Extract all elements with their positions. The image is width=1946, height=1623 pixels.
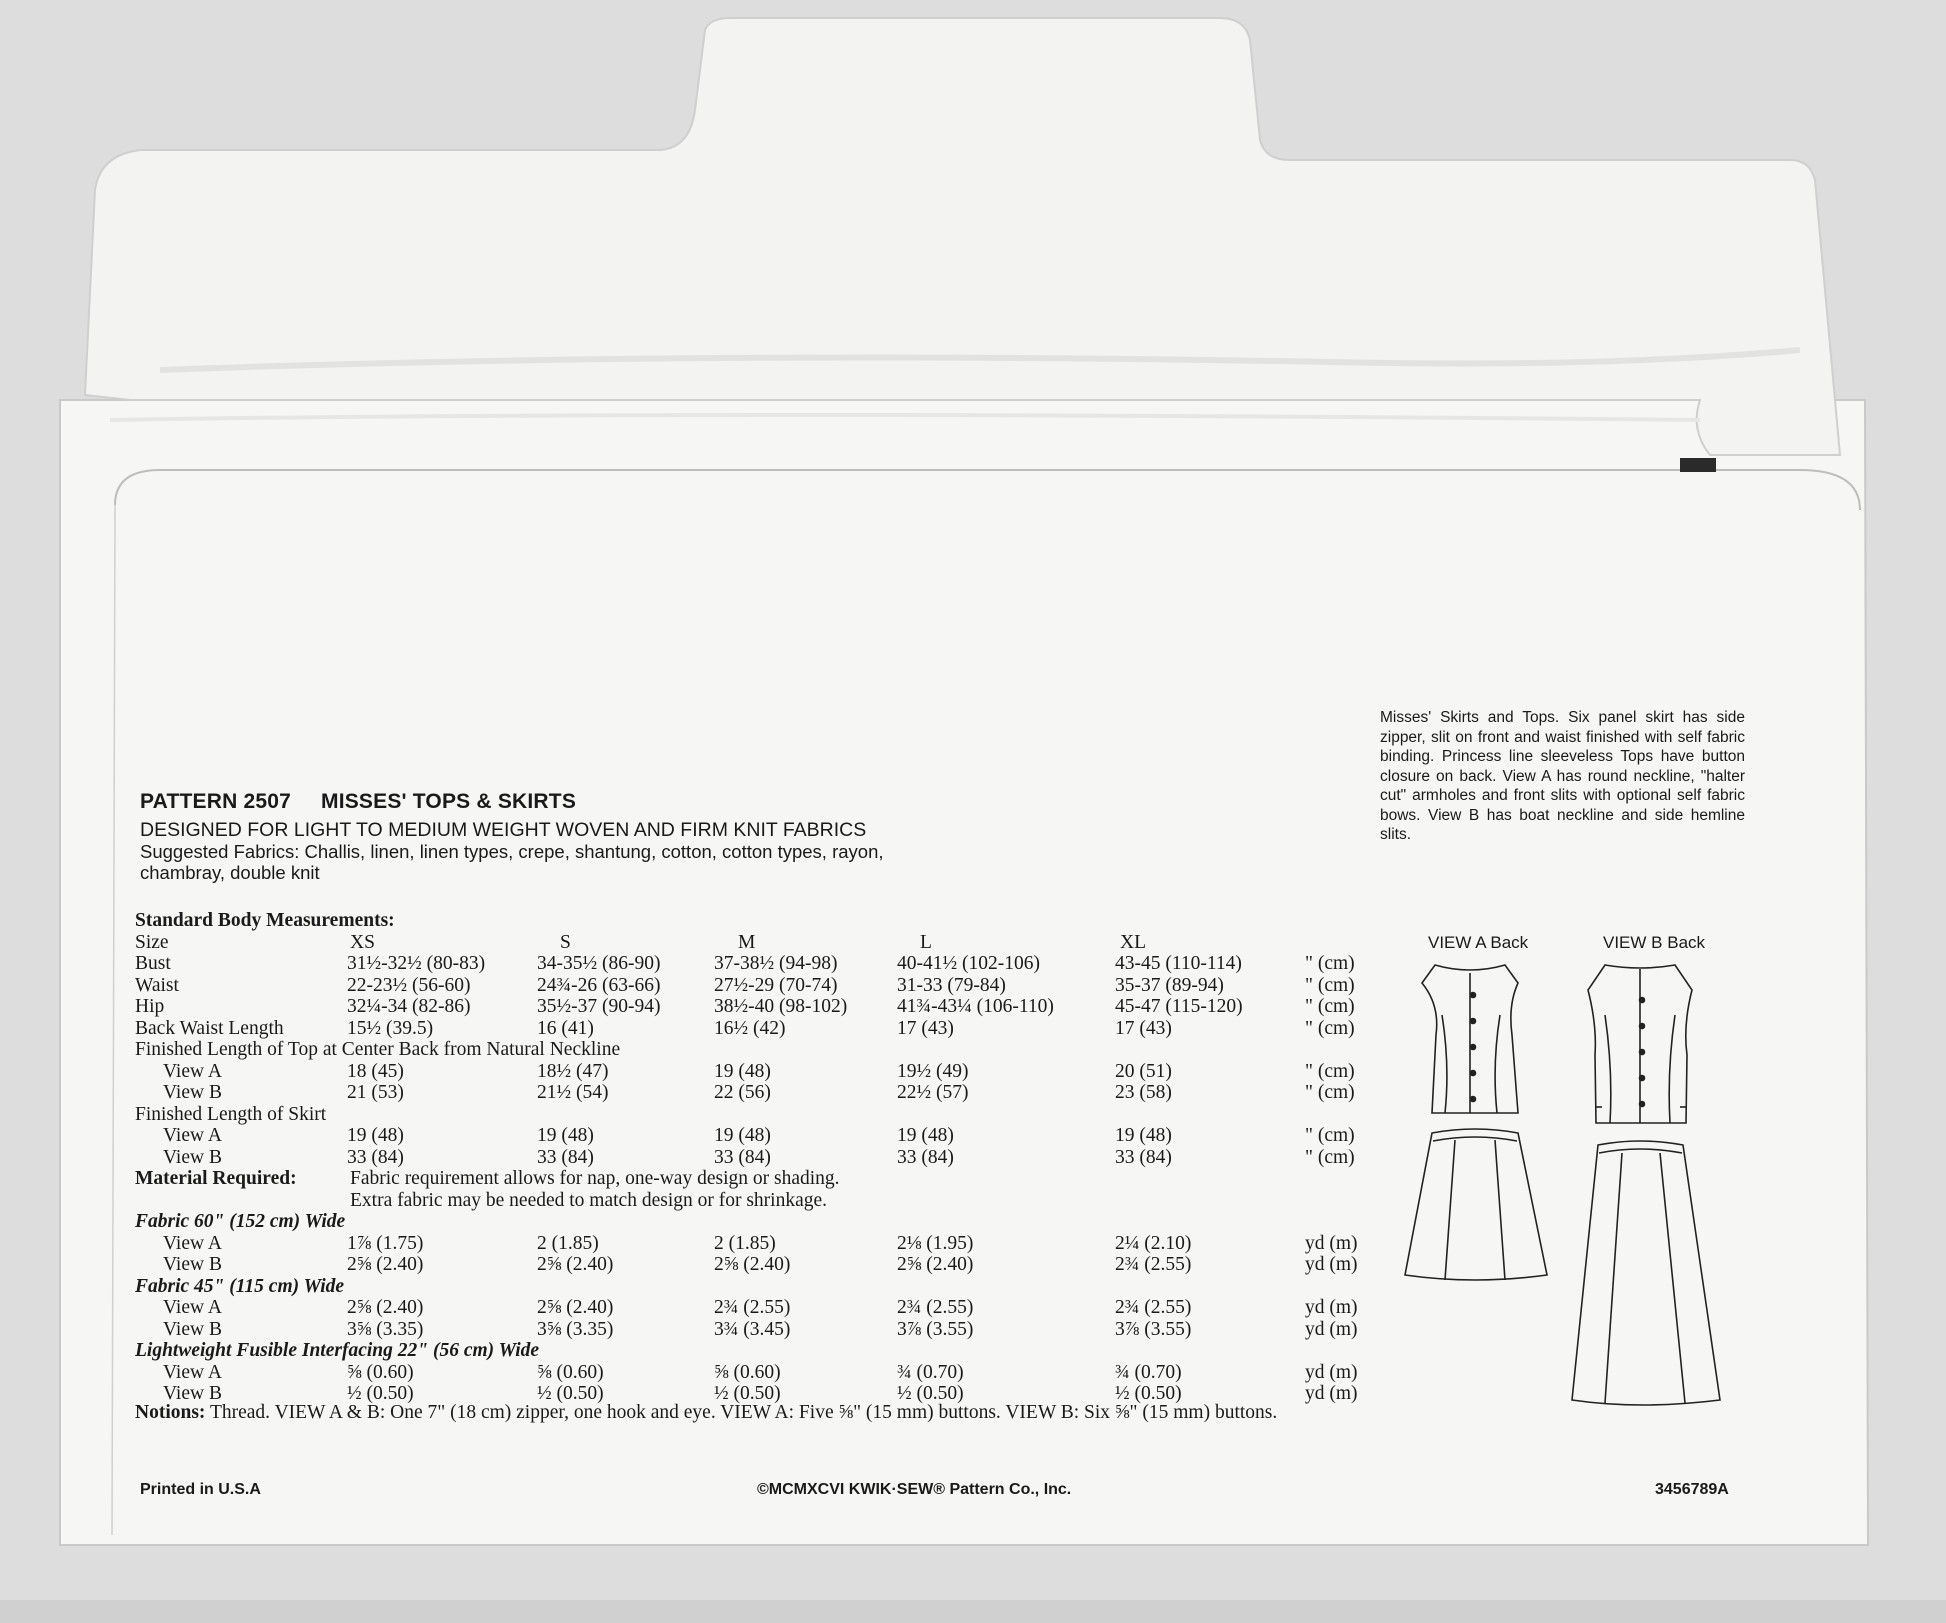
cell: 15½ (39.5) (347, 1017, 434, 1039)
cell: 19 (48) (347, 1125, 404, 1146)
cell: 43-45 (110-114) (1115, 953, 1242, 974)
material-note-2: Extra fabric may be needed to match design or for shrinkage. (350, 1189, 828, 1211)
cell: ⅝ (0.60) (714, 1361, 781, 1383)
row-label: View B (163, 1146, 222, 1168)
cell: 20 (51) (1115, 1060, 1172, 1082)
notions (135, 1402, 1375, 1424)
cell: 22 (56) (714, 1082, 771, 1103)
fabric-45-view-b-row (135, 1319, 1375, 1341)
cell: 19 (48) (897, 1125, 954, 1146)
cell: 33 (84) (1115, 1146, 1172, 1168)
measurement-table (135, 910, 1375, 1405)
size-label: Size (135, 931, 169, 953)
row-label: Back Waist Length (135, 1017, 284, 1039)
cell: 1⅞ (1.75) (347, 1232, 424, 1254)
cell: 21 (53) (347, 1082, 404, 1103)
unit: " (cm) (1305, 1082, 1355, 1103)
cell: 19 (48) (537, 1125, 594, 1146)
cell: 2⅝ (2.40) (537, 1297, 614, 1318)
row-label: Hip (135, 996, 165, 1017)
waist-row (135, 975, 1375, 997)
unit: yd (m) (1305, 1232, 1358, 1254)
interfacing-heading: Lightweight Fusible Interfacing 22" (56 cm) Wide (135, 1340, 540, 1361)
skirt-length-view-b-row (135, 1147, 1375, 1169)
cell: ⅝ (0.60) (537, 1361, 604, 1383)
view-a-skirt-sketch (1405, 1129, 1547, 1280)
cell: 33 (84) (537, 1146, 594, 1168)
cell: 2¾ (2.55) (897, 1297, 974, 1318)
fabric-60-heading: Fabric 60" (152 cm) Wide (135, 1211, 346, 1232)
printed-in: Printed in U.S.A (140, 1481, 261, 1498)
cell: 33 (84) (347, 1146, 404, 1168)
top-length-heading: Finished Length of Top at Center Back from Natural Neckline (135, 1039, 621, 1060)
row-label: View A (163, 1361, 222, 1383)
cell: 27½-29 (70-74) (714, 974, 838, 996)
cell: 33 (84) (897, 1146, 954, 1168)
size-l: L (920, 931, 932, 953)
cell: ¾ (0.70) (1115, 1361, 1182, 1383)
cell: 18 (45) (347, 1060, 404, 1082)
row-label: View A (163, 1060, 222, 1082)
material-row (135, 1168, 1375, 1190)
cell: 41¾-43¼ (106-110) (897, 996, 1054, 1017)
cell: ⅝ (0.60) (347, 1361, 414, 1383)
cell: 17 (43) (1115, 1017, 1172, 1039)
cell: 31-33 (79-84) (897, 974, 1006, 996)
cell: ½ (0.50) (714, 1383, 781, 1404)
unit: yd (m) (1305, 1361, 1358, 1383)
cell: 31½-32½ (80-83) (347, 953, 486, 974)
back-waist-row (135, 1018, 1375, 1040)
copyright: ©MCMXCVI KWIK·SEW® Pattern Co., Inc. (757, 1481, 1072, 1498)
cell: 3¾ (3.45) (714, 1318, 791, 1340)
size-row (135, 932, 1375, 954)
view-a-back-label: VIEW A Back (1428, 933, 1529, 952)
material-label: Material Required: (135, 1168, 297, 1189)
cell: 22½ (57) (897, 1082, 969, 1103)
pattern-name: MISSES' TOPS & SKIRTS (321, 790, 577, 813)
cell: 38½-40 (98-102) (714, 996, 848, 1017)
cell: 2⅛ (1.95) (897, 1232, 974, 1254)
suggested-fabrics: Suggested Fabrics: Challis, linen, linen types, crepe, shantung, cotton, cotton types, rayon, chambray, double knit (140, 841, 884, 883)
row-label: View B (163, 1318, 222, 1340)
cell: 19½ (49) (897, 1060, 969, 1082)
unit: " (cm) (1305, 1146, 1355, 1168)
notions-text: Thread. VIEW A & B: One 7" (18 cm) zipper, one hook and eye. VIEW A: Five ⅝" (15 mm) buttons. VIEW B: Six ⅝" (15 mm) buttons. (209, 1402, 1278, 1423)
cell: 3⅝ (3.35) (537, 1318, 614, 1340)
cell: 2 (1.85) (714, 1232, 776, 1254)
size-m: M (738, 931, 756, 953)
unit: yd (m) (1305, 1254, 1358, 1275)
fabric-45-heading: Fabric 45" (115 cm) Wide (135, 1275, 345, 1297)
unit: " (cm) (1305, 1060, 1355, 1082)
cell: 16½ (42) (714, 1017, 786, 1039)
cell: 16 (41) (537, 1017, 594, 1039)
row-label: View A (163, 1232, 222, 1254)
cell: 3⅞ (3.55) (897, 1318, 974, 1340)
unit: yd (m) (1305, 1318, 1358, 1340)
unit: yd (m) (1305, 1383, 1358, 1404)
unit: " (cm) (1305, 1017, 1355, 1039)
fabric-60-view-b-row (135, 1254, 1375, 1276)
cell: 24¾-26 (63-66) (537, 974, 661, 996)
hip-row (135, 996, 1375, 1018)
row-label: View B (163, 1254, 222, 1275)
size-xl: XL (1120, 931, 1146, 953)
pattern-title (140, 790, 576, 814)
pattern-description: Misses' Skirts and Tops. Six panel skirt has side zipper, slit on front and waist finished with self fabric binding. Princess line sleeveless Tops have button closure on back. View A has round neckline, "halter cut" armholes and front slits with optional self fabric bows. View B has boat neckline and side hemline slits. (1380, 709, 1745, 843)
view-b-skirt-sketch (1572, 1141, 1720, 1405)
row-label: View B (163, 1082, 222, 1103)
cell: ½ (0.50) (897, 1383, 964, 1404)
cell: 2¾ (2.55) (1115, 1254, 1192, 1275)
unit: " (cm) (1305, 974, 1355, 996)
catalog-number: 3456789A (1655, 1481, 1729, 1498)
cell: 37-38½ (94-98) (714, 953, 838, 974)
fabric-45-view-a-row (135, 1297, 1375, 1319)
cell: 3⅝ (3.35) (347, 1318, 424, 1340)
cell: 3⅞ (3.55) (1115, 1318, 1192, 1340)
cell: 2⅝ (2.40) (347, 1297, 424, 1318)
cell: ½ (0.50) (347, 1383, 414, 1404)
cell: 45-47 (115-120) (1115, 996, 1243, 1017)
garment-sketches (1400, 955, 1760, 1415)
skirt-length-view-a-row (135, 1125, 1375, 1147)
interfacing-view-a-row (135, 1362, 1375, 1384)
unit: " (cm) (1305, 1125, 1355, 1146)
unit: " (cm) (1305, 996, 1355, 1017)
cell: ¾ (0.70) (897, 1361, 964, 1383)
notions-label: Notions: (135, 1402, 206, 1423)
cell: ½ (0.50) (537, 1383, 604, 1404)
cell: 35-37 (89-94) (1115, 974, 1224, 996)
cell: 22-23½ (56-60) (347, 974, 471, 996)
view-b-top-sketch (1588, 965, 1692, 1123)
cell: 19 (48) (714, 1125, 771, 1146)
cell: 2⅝ (2.40) (537, 1254, 614, 1275)
cell: 17 (43) (897, 1017, 954, 1039)
measurements-heading: Standard Body Measurements: (135, 910, 395, 931)
cell: 19 (48) (1115, 1125, 1172, 1146)
cell: 2⅝ (2.40) (897, 1254, 974, 1275)
cell: 35½-37 (90-94) (537, 996, 661, 1017)
view-a-top-sketch (1422, 965, 1518, 1113)
bust-row (135, 953, 1375, 975)
size-xs: XS (350, 931, 375, 953)
pattern-number: PATTERN 2507 (140, 790, 291, 813)
material-note-1: Fabric requirement allows for nap, one-way design or shading. (350, 1168, 840, 1189)
designed-for: DESIGNED FOR LIGHT TO MEDIUM WEIGHT WOVEN AND FIRM KNIT FABRICS (140, 819, 867, 841)
fabric-60-view-a-row (135, 1233, 1375, 1255)
cell: 32¼-34 (82-86) (347, 996, 471, 1017)
size-s: S (560, 931, 571, 953)
cell: 2¼ (2.10) (1115, 1232, 1192, 1254)
cell: ½ (0.50) (1115, 1383, 1182, 1404)
row-label: View A (163, 1125, 222, 1146)
cell: 2¾ (2.55) (714, 1297, 791, 1318)
cell: 40-41½ (102-106) (897, 953, 1040, 974)
cell: 2¾ (2.55) (1115, 1297, 1192, 1318)
cell: 23 (58) (1115, 1082, 1172, 1103)
cell: 21½ (54) (537, 1082, 609, 1103)
cell: 2 (1.85) (537, 1232, 599, 1254)
row-label: View B (163, 1383, 222, 1404)
row-label: Bust (135, 953, 171, 974)
unit: " (cm) (1305, 953, 1355, 974)
top-length-view-b-row (135, 1082, 1375, 1104)
row-label: View A (163, 1297, 222, 1318)
skirt-length-heading: Finished Length of Skirt (135, 1103, 327, 1125)
view-b-back-label: VIEW B Back (1603, 933, 1706, 952)
cell: 2⅝ (2.40) (714, 1254, 791, 1275)
cell: 34-35½ (86-90) (537, 953, 661, 974)
top-length-view-a-row (135, 1061, 1375, 1083)
row-label: Waist (135, 974, 179, 996)
cell: 2⅝ (2.40) (347, 1254, 424, 1275)
cell: 18½ (47) (537, 1060, 609, 1082)
cell: 19 (48) (714, 1060, 771, 1082)
unit: yd (m) (1305, 1297, 1358, 1318)
cell: 33 (84) (714, 1146, 771, 1168)
